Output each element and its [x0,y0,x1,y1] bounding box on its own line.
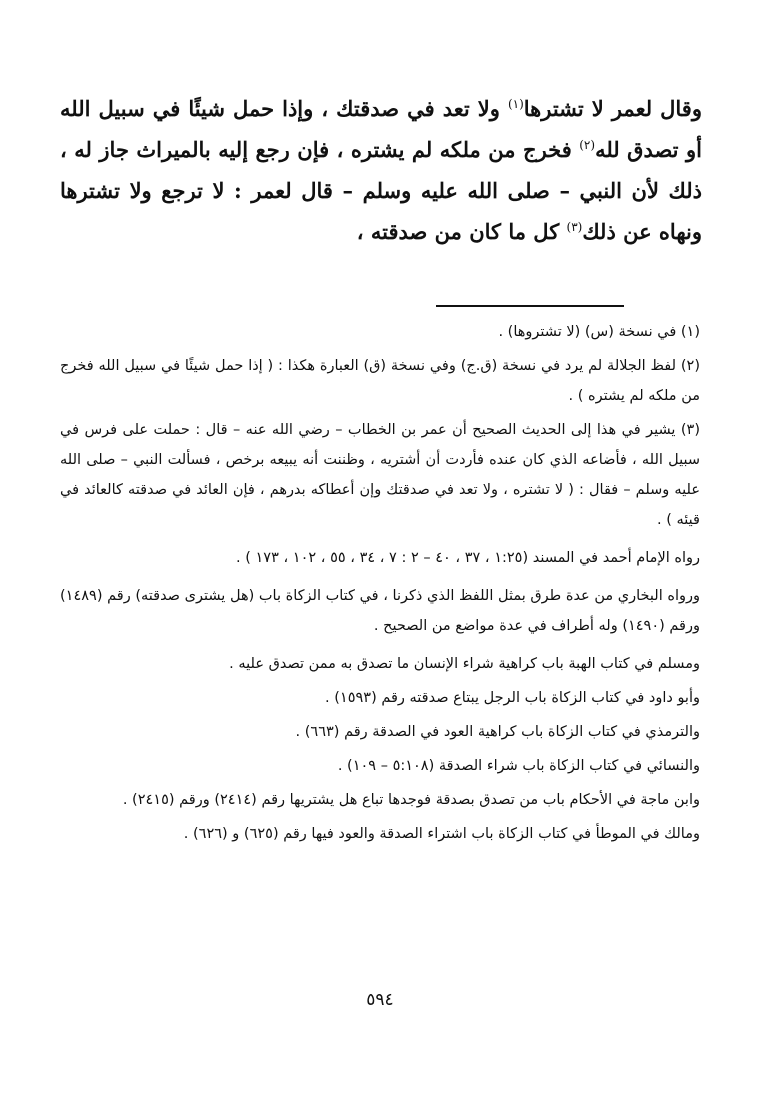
footnotes [60,317,700,853]
citation-bukhari: ورواه البخاري من عدة طرق بمثل اللفظ الذي ذكرنا ، في كتاب الزكاة باب (هل يشترى صدقته) رقم (١٤٨٩) ورقم (١٤٩٠) وله أطراف في عدة مواضع من الصحيح . [60,588,700,634]
footnote-ref-1: (١) [507,97,524,111]
main-text-part-3: فخرج من ملكه لم يشتره ، فإن رجع إليه بالميراث جاز له ، ذلك لأن النبي – صلى الله عليه وسلم – قال لعمر : لا ترجع ولا تشترها ونهاه عن ذلك [60,137,702,244]
citation-tirmidhi: والترمذي في كتاب الزكاة باب كراهية العود في الصدقة رقم (٦٦٣) . [295,724,700,740]
main-paragraph [60,88,702,252]
main-text-part-4: كل ما كان من صدقته ، [356,219,567,244]
main-text-part-1: وقال لعمر لا تشترها [523,96,702,121]
citation-nasai: والنسائي في كتاب الزكاة باب شراء الصدقة (٥:١٠٨ – ١٠٩) . [337,758,700,774]
citation-abudawud: وأبو داود في كتاب الزكاة باب الرجل يبتاع صدقته رقم (١٥٩٣) . [325,690,700,706]
page-number: ٥٩٤ [366,990,394,1010]
citation-ahmad: رواه الإمام أحمد في المسند (١:٢٥ ، ٣٧ ، ٤٠ – ٢ : ٧ ، ٣٤ ، ٥٥ ، ١٠٢ ، ١٧٣ ) . [236,550,700,566]
citation-muslim: ومسلم في كتاب الهبة باب كراهية شراء الإنسان ما تصدق به ممن تصدق عليه . [229,656,700,672]
footnote-ref-3: (٣) [566,220,583,234]
footnote-3: (٣) يشير في هذا إلى الحديث الصحيح أن عمر بن الخطاب – رضي الله عنه – قال : حملت على فرس في سبيل الله ، فأضاعه الذي كان عنده فأردت أن أشتريه ، وظننت أنه يبيعه برخص ، فسألت النبي – صلى الله عليه وسلم – فقال : ( لا تشتره ، ولا تعد في صدقتك وإن أعطاكه بدرهم ، فإن العائد في صدقته كالعائد في قيئه ) . [60,422,700,528]
footnote-separator [436,305,624,307]
main-text-part-2: ولا تعد في صدقتك ، وإذا حمل شيئًا في سبيل الله أو تصدق لله [60,96,702,162]
footnote-2: (٢) لفظ الجلالة لم يرد في نسخة (ق.ج) وفي نسخة (ق) العبارة هكذا : ( إذا حمل شيئًا في سبيل الله فخرج من ملكه لم يشتره ) . [60,358,700,404]
footnote-ref-2: (٢) [579,138,596,152]
citation-ibnmajah: وابن ماجة في الأحكام باب من تصدق بصدقة فوجدها تباع هل يشتريها رقم (٢٤١٤) ورقم (٢٤١٥) . [122,792,700,808]
citation-malik: ومالك في الموطأ في كتاب الزكاة باب اشتراء الصدقة والعود فيها رقم (٦٢٥) و (٦٢٦) . [183,826,700,842]
main-text [60,88,702,252]
footnote-1: (١) في نسخة (س) (لا تشتروها) . [498,324,700,340]
